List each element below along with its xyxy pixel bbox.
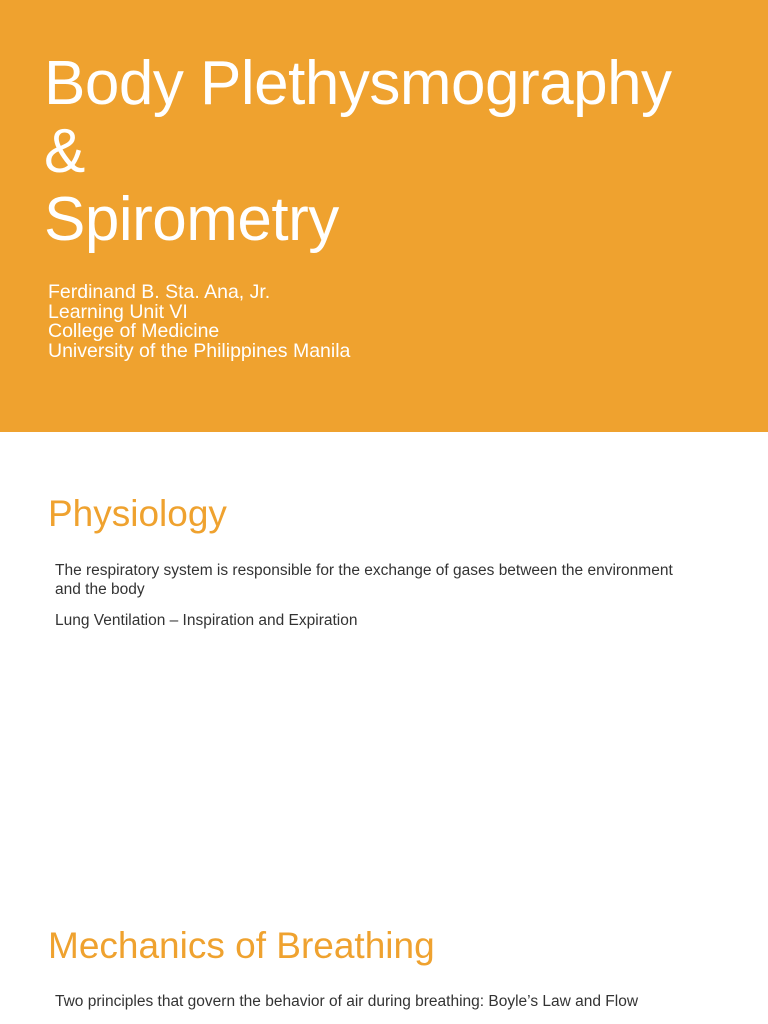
mechanics-paragraph-1: Two principles that govern the behavior of air during breathing: Boyle’s Law and Flow xyxy=(55,993,639,1010)
title-line-2: & xyxy=(44,117,85,186)
title-line-3: Spirometry xyxy=(44,185,339,254)
college-name: College of Medicine xyxy=(48,320,220,342)
learning-unit: Learning Unit VI xyxy=(48,300,188,323)
physiology-heading: Physiology xyxy=(48,493,227,534)
title-line-1: Body Plethysmography xyxy=(44,49,672,118)
presentation-title xyxy=(44,50,672,254)
title-slide xyxy=(0,0,768,432)
physiology-paragraph-2: Lung Ventilation – Inspiration and Expiration xyxy=(55,612,358,629)
university-name: University of the Philippines Manila xyxy=(48,339,351,362)
physiology-slide xyxy=(0,432,768,864)
mechanics-slide xyxy=(0,864,768,1024)
mechanics-heading: Mechanics of Breathing xyxy=(48,925,435,966)
physiology-paragraph-1: The respiratory system is responsible for the exchange of gases between the environment and the body xyxy=(55,562,673,598)
author-name: Ferdinand B. Sta. Ana, Jr. xyxy=(48,281,271,303)
author-info xyxy=(48,283,350,361)
